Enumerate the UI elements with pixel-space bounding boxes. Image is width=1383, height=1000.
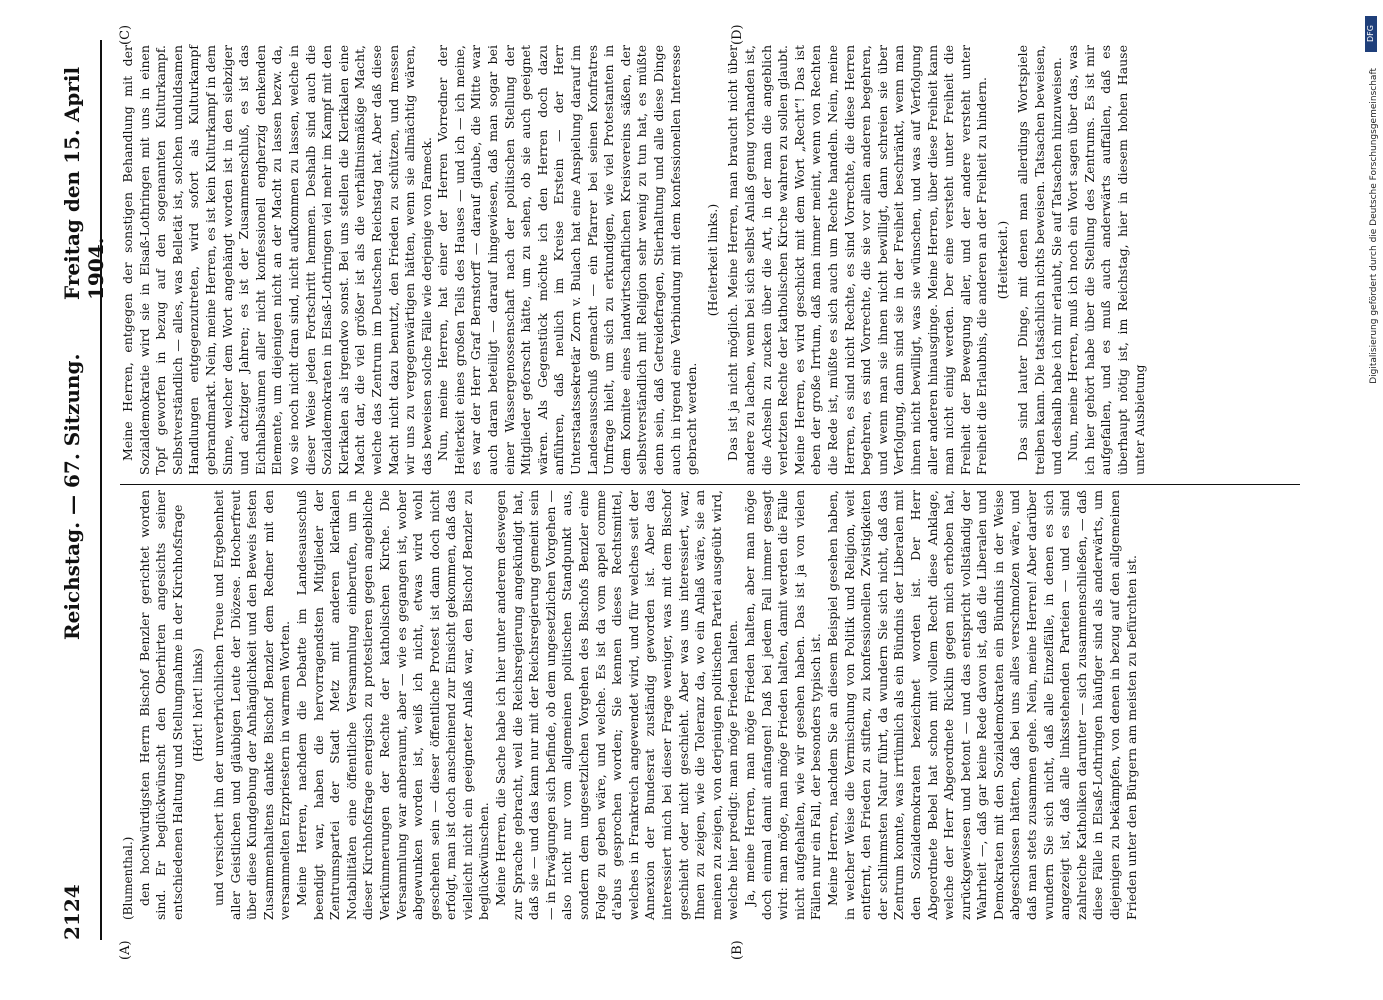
dfg-logo: DFG [1365,16,1377,52]
stage-direction: (Heiterkeit links.) [704,203,720,317]
right-paragraph-1: Meine Herren, entgegen der sonstigen Behandlung mit der Sozialdemokratie wird sie in Elsaß-Lothringen mit uns in einen Topf geworfen in bezug auf den sogenannten Kulturkampf. Selbstverständlich — alles, was Belletät ist, solchen unduldsamen Handlungen entgegenzutreten, wird sofort als Kulturkampf gebrandmarkt. Nein, meine Herren, es ist kein Kulturkampf in dem Sinne, welcher dem Wort angehängt worden ist in den siebziger und achtziger Jahren; es ist der Zusammenschluß, es ist das Eichhalbsäumen aller nicht konfessionell engherzig denkenden Elemente, um diejenigen nicht an der Macht zu lassen bezw. da, wo sie noch nicht dran sind, nicht aufkommen zu lassen, welche in dieser Weise jeden Fortschritt hemmen. Deshalb sind auch die Sozialdemokraten in Elsaß-Lothringen viel mehr im Kampf mit den Klerikalen als irgendwo sonst. Bei uns stellen die Klerikalen eine Macht dar, die viel größer ist als die verhältnismäßige Macht, welche das Zentrum im Deutschen Reichstag hat. Aber daß diese Macht nicht dazu benutzt, den Frieden zu schützen, und messen wir uns zu vergegenwärtigen hätten, wenn sie allmächtig wären, das beweisen solche Fälle wie derjenige von Fameck. [120,45,434,475]
left-paragraph-2: und versichert ihn der unverbrüchlichen Treue und Ergebenheit aller Geistlichen und gläubigen Leute der Diözese. Hocherfreut über diese Kundgebung der Anhänglichkeit und den Beweis festen Zusammenhaltens dankte Bischof Benzler dem Redner mit den versammelten Erzpriestern in warmen Worten. [210,490,293,920]
page-number: 2124 [60,884,84,940]
session-date: Freitag den 15. April 1904. [60,66,108,300]
margin-mark-c: (C) [118,24,133,45]
dfg-notice: Digitalisierung gefördert durch die Deutsche Forschungsgemeinschaft [1369,68,1379,384]
left-paragraph-4: Meine Herren, die Sache habe ich hier unter anderem deswegen zur Sprache gebracht, weil die Reichsregierung angekündigt hat, daß sie — und das kann nur mit der Reichsregierung gemeint sein — in Erwägungen sich befinde, ob dem ungesetzlichen Vorgehen — also nicht nur vom allgemeinen politischen Standpunkt aus, sondern dem ungesetzlichen Vorgehen des Bischofs Benzler eine Folge zu geben wäre, und welche. Es ist da vom appel comme d'abus gesprochen worden; Sie kennen dieses Rechtsmittel, welches in Frankreich angewendet wird, und für welches seit der Annexion der Bundesrat zuständig geworden ist. Aber das interessiert mich bei dieser Frage weniger, was mit dem Bischof geschieht oder nicht geschieht. Aber was uns interessiert, war, Ihnen zu zeigen, wie die Toleranz da, wo ein Anlaß wäre, sie an meinen zu zeigen, von derjenigen politischen Partei ausgeübt wird, welche hier predigt: man möge Frieden halten. [493,490,741,920]
left-paragraph-3: Meine Herren, nachdem die Debatte im Landesausschuß beendigt war, haben die hervorragendsten Mitglieder der Zentrumspartei der Stadt Metz mit anderen klerikalen Notabilitäten eine öffentliche Versammlung einberufen, um in dieser Kirchhofsfrage energisch zu protestieren gegen angebliche Verkümmerungen der Rechte der katholischen Kirche. Die Versammlung war anberaumt, aber — wie es gegangen ist, woher abgewunken worden ist, weiß ich nicht, etwas wird wohl geschehen sein — dieser öffentliche Protest ist dann doch nicht erfolgt, man ist doch anscheinend zur Einsicht gekommen, daß das vielleicht nicht ein geeigneter Anlaß war, den Bischof Benzler zu beglückwünschen. [293,490,492,920]
right-paragraph-5: Nun, meine Herren, muß ich noch ein Wort sagen über das, was ich hier gehört habe über die Stellung des Zentrums. Es ist mir aufgefallen, und es muß auch anderwärts auffallen, daß es überhaupt nötig ist, im Reichstag, hier in diesem hohen Hause unter Ausbietung [1065,45,1147,475]
right-paragraph-2: Nun, meine Herren, hat einer der Herren Vorredner der Heiterkeit eines großen Teils des Hauses — und ich — ich meine, es war der Herr Graf Bernstorff — darauf glaube, die Mitte war auch daran beteiligt — darauf hingewiesen, daß man sogar bei einer Wassergenossenschaft nach der politischen Stellung der Mitglieder geforscht hätte, um zu sehen, ob sie auch geeignet wären. Als Gegenstück möchte ich den Herren doch dazu anführen, daß neulich im Kreise Erstein — der Herr Unterstaatssekretär Zorn v. Bulach hat eine Anspielung darauf im Landesausschuß gemacht — ein Pfarrer bei seinen Konfratres Umfrage hielt, um sich zu erkundigen, wie viel Protestanten in dem Komitee eines landwirtschaftlichen Kreisvereins säßen, der selbstverständlich mit Religion sehr wenig zu tun hat, es müßte denn sein, daß Getreidefragen, Stierhaltung und alle diese Dinge auch in irgend eine Verbindung mit dem konfessionellen Interesse gebracht werden. [435,45,700,475]
column-divider [120,484,1300,485]
session-title: Reichstag. — 67. Sitzung. [60,353,84,640]
page-header [60,40,108,940]
left-paragraph-1: den hochwürdigsten Herrn Bischof Benzler gerichtet worden sind. Er beglückwünscht den Oberhirten angesichts seiner entschiedenen Haltung und Stellungnahme in der Kirchhofsfrage [136,490,185,920]
stage-direction: (Heiterkeit.) [994,220,1010,300]
speaker-tag: (Blumenthal.) [121,836,135,920]
dfg-strip [1365,8,1381,788]
right-column [120,45,1148,475]
margin-mark-a: (A) [118,940,133,960]
stage-direction: (Hört! hört! links) [190,648,206,762]
right-paragraph-4: Das sind lauter Dinge, mit denen man allerdings Wortspiele treiben kann. Die tatsächlich nichts beweisen. Tatsachen beweisen, und deshalb habe ich mir erlaubt, Sie auf Tatsachen hinzuweisen. [1015,45,1064,475]
right-paragraph-3: Das ist ja nicht möglich. Meine Herren, man braucht nicht über andere zu lachen, wenn bei sich selbst Anlaß genug vorhanden ist, die Achseln zu zucken über die Art, in der man die angeblich verletzten Rechte der katholischen Kirche wahren zu sollen glaubt. Meine Herren, es wird geschickt mit dem Wort „Recht“! Das ist eben der große Irrtum, daß man immer meint, wenn von Rechten die Rede ist, müßte es sich auch um Rechte handeln. Nein, meine Herren, es sind nicht Rechte, es sind Vorrechte, die diese Herren begehren, es sind Vorrechte, die sie vor allen anderen begehren, und wenn man sie ihnen nicht bewilligt, dann schreien sie über Verfolgung, dann sind sie in der Freiheit beschränkt, wenn man ihnen nicht bewilligt, was sie wünschen, und was auf Verfolgung aller anderen hinausginge. Meine Herren, über diese Freiheit kann man nicht einig werden. Der eine versteht unter Freiheit die Freiheit der Bewegung aller, und der andere versteht unter Freiheit die Erlaubnis, die anderen an der Freiheit zu hindern. [725,45,990,475]
left-paragraph-5: Ja, meine Herren, man möge Frieden halten, aber man möge doch einmal damit anfangen! Daß bei jedem Fall immer gesagt wird: man möge, man möge Frieden halten, damit werden die Fälle nicht aufgehalten, wie wir gesehen haben. Das ist ja von vielen Fällen nur ein Fall, der besonders typisch ist. [741,490,824,920]
margin-mark-d: (D) [730,24,745,45]
margin-mark-b: (B) [730,940,745,960]
header-rule [100,40,102,940]
left-column [120,490,1140,920]
scanned-page [30,0,1330,1000]
left-paragraph-6: Meine Herren, nachdem Sie an diesem Beispiel gesehen haben, in welcher Weise die Vermischung von Politik und Religion, weit entfernt, den Frieden zu stiften, zu konfessionellen Zwistigkeiten der schlimmsten Natur führt, da wundern Sie sich nicht, daß das Zentrum konnte, was irrtümlich als ein Bündnis der Liberalen mit den Sozialdemokraten bezeichnet worden ist. Der Herr Abgeordnete Bebel hat schon mit vollem Recht diese Anklage, welche der Herr Abgeordnete Ricklin gegen mich erhoben hat, zurückgewiesen und betont — und das entspricht vollständig der Wahrheit —, daß gar keine Rede davon ist, daß die Liberalen und Demokraten mit den Sozialdemokraten ein Bündnis in der Weise abgeschlossen hätten, daß bei uns alles verschmolzen wäre, und daß man stets zusammen gehe. Nein, meine Herren! Aber darüber wundern Sie sich nicht, daß alle Einzelfälle, in denen es sich angezeigt ist, daß alle linksstehenden Parteien — und es sind zahlreiche Katholiken darunter — sich zusammenschließen, — daß diese Fälle in Elsaß-Lothringen häufiger sind als anderwärts, um diejenigen zu bekämpfen, von denen in bezug auf den allgemeinen Frieden unter den Bürgern am meisten zu befürchten ist. [824,490,1139,920]
